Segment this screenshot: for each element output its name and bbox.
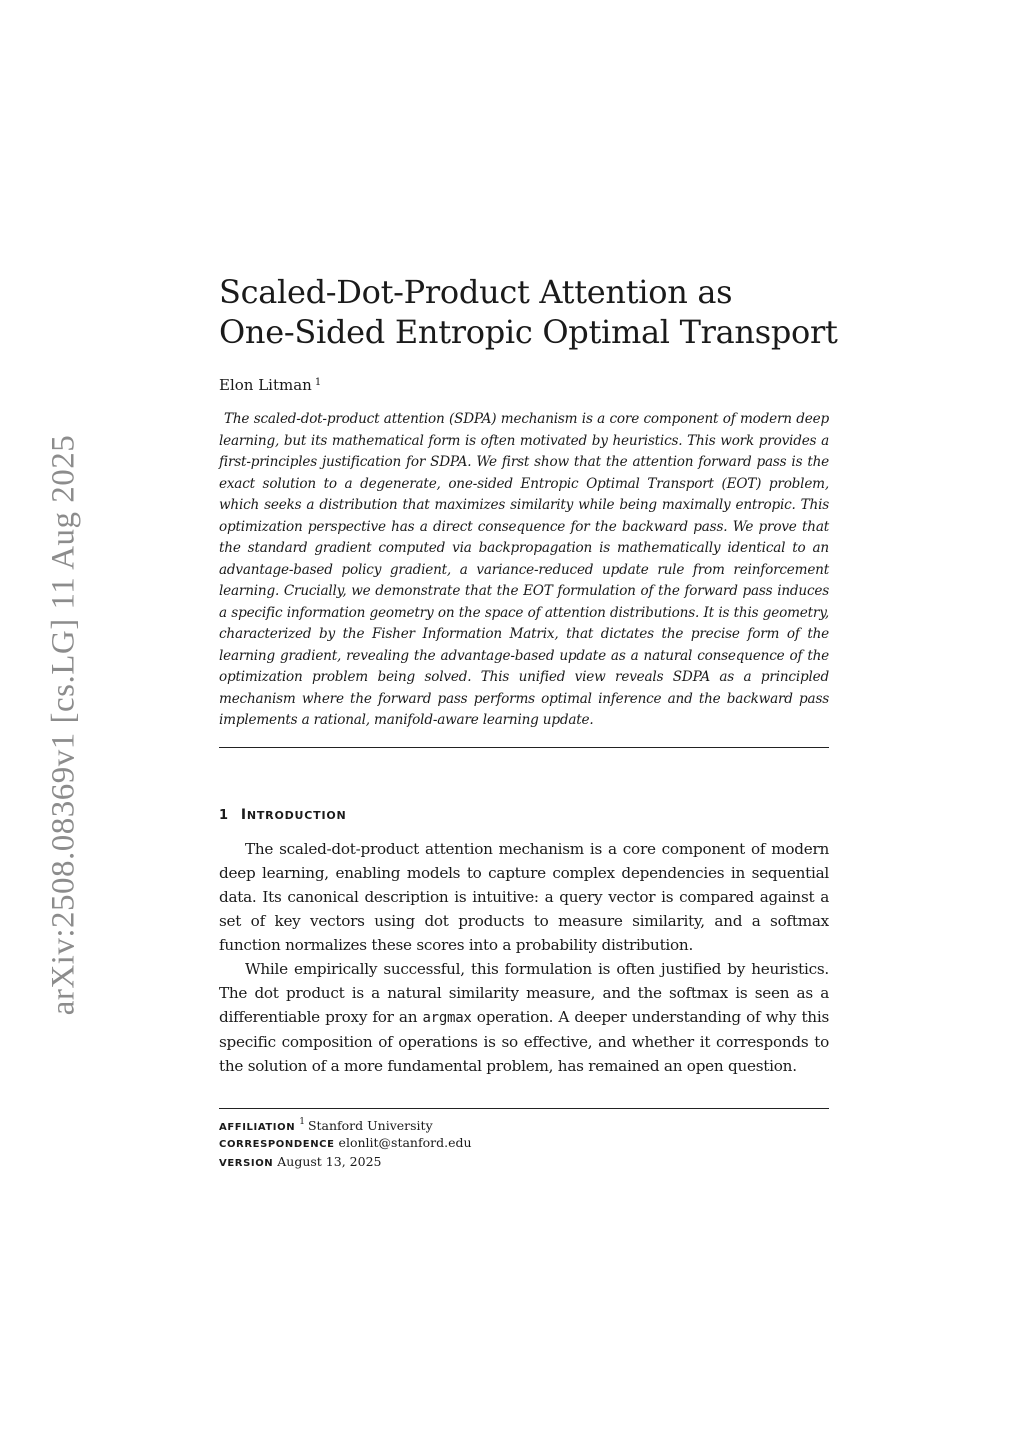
arxiv-identifier-stamp: arXiv:2508.08369v1 [cs.LG] 11 Aug 2025: [45, 434, 82, 1016]
paper-title: [219, 272, 839, 352]
affiliation-mark: 1: [299, 1117, 305, 1127]
footer-divider: [219, 1108, 829, 1109]
version-date: August 13, 2025: [277, 1154, 382, 1169]
section-number: 1: [219, 808, 229, 823]
title-line-2: One-Sided Entropic Optimal Transport: [219, 313, 838, 351]
intro-paragraph-1: The scaled-dot-product attention mechanism is a core component of modern deep learning, enabling models to capture complex dependencies in sequential data. Its canonical description is intuitive: a query vector is compared against a set of key vectors using dot products to measure similarity, and a softmax function normalizes these scores into a probability distribution.: [219, 840, 829, 954]
section-title-rest: NTRODUCTION: [246, 809, 347, 822]
section-heading-introduction: [219, 807, 347, 823]
abstract-divider: [219, 747, 829, 748]
section-title-initial: I: [240, 807, 247, 823]
author-affiliation-mark: 1: [314, 377, 322, 388]
correspondence-line: [219, 1133, 472, 1154]
intro-paragraph-2-text-a: While empirically successful, this formulation is often justified by heuristics. The dot product is a natural similarity measure, and the softmax is seen as a differentiable proxy for an: [219, 960, 829, 1026]
author-line: [219, 375, 321, 395]
author-name: Elon Litman: [219, 376, 312, 394]
correspondence-label: CORRESPONDENCE: [219, 1139, 335, 1150]
affiliation-label: AFFILIATION: [219, 1122, 296, 1134]
version-line: [219, 1152, 381, 1173]
title-line-1: Scaled-Dot-Product Attention as: [219, 273, 733, 311]
intro-paragraph-2: [219, 957, 829, 1078]
abstract: The scaled-dot-product attention (SDPA) mechanism is a core component of modern deep learning, but its mathematical form is often motivated by heuristics. This work provides a first-principles justification for SDPA. We first show that the attention forward pass is the exact solution to a degenerate, one-sided Entropic Optimal Transport (EOT) problem, which seeks a distribution that maximizes similarity while being maximally entropic. This optimization perspective has a direct consequence for the backward pass. We prove that the standard gradient computed via backpropagation is mathematically identical to an advantage-based policy gradient, a variance-reduced update rule from reinforcement learning. Crucially, we demonstrate that the EOT formulation of the forward pass induces a specific information geometry on the space of attention distributions. It is this geometry, characterized by the Fisher Information Matrix, that dictates the precise form of the learning gradient, revealing the advantage-based update as a natural consequence of the optimization problem being solved. This unified view reveals SDPA as a principled mechanism where the forward pass performs optimal inference and the backward pass implements a rational, manifold-aware learning update.: [219, 411, 829, 728]
argmax-code: argmax: [422, 1010, 472, 1026]
intro-paragraph-2-text-b: operation. A deeper understanding of why this specific composition of operations is so effective, and whether it corresponds to the solution of a more fundamental problem, has remained an open question.: [219, 1008, 829, 1075]
correspondence-email: elonlit@stanford.edu: [338, 1135, 472, 1150]
version-label: VERSION: [219, 1158, 274, 1169]
affiliation-value: Stanford University: [307, 1118, 433, 1134]
